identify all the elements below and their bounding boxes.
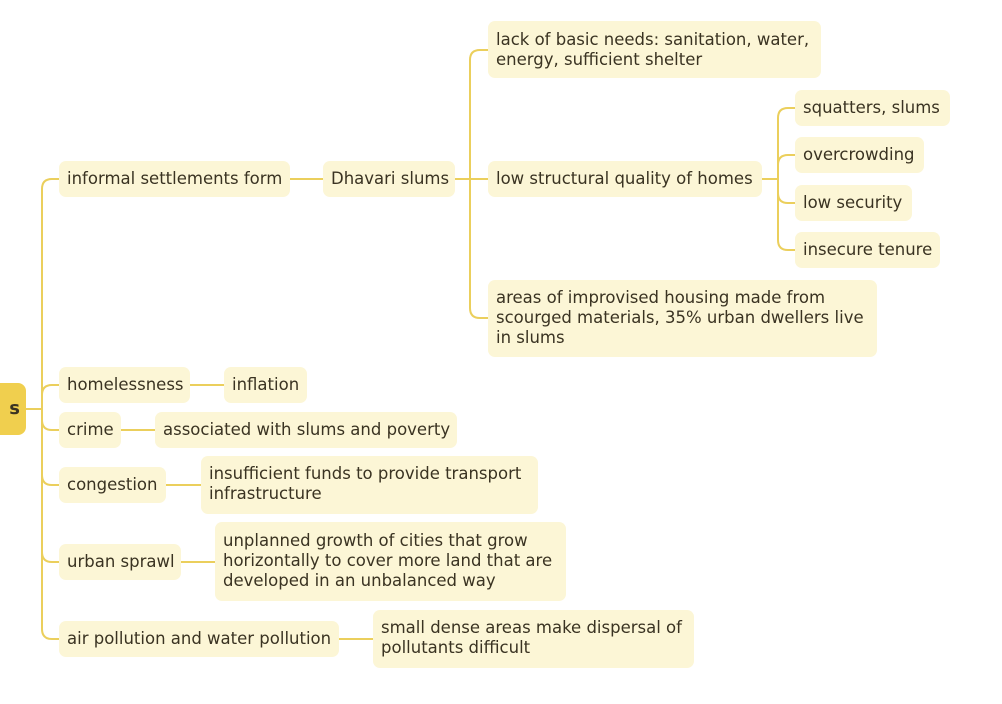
connector-dhavari-basic xyxy=(470,50,488,179)
connector-branch-pollution xyxy=(42,409,59,639)
node-lack-basic-needs[interactable]: lack of basic needs: sanitation, water, energy, sufficient shelter xyxy=(488,21,821,78)
node-crime[interactable]: crime xyxy=(59,412,121,448)
connector-quality-tenure xyxy=(778,179,795,250)
node-dhavari-slums[interactable]: Dhavari slums xyxy=(323,161,455,197)
node-congestion-detail[interactable]: insufficient funds to provide transport infrastructure xyxy=(201,456,538,514)
connector-branch-homelessness xyxy=(42,385,59,409)
connector-quality-squatters xyxy=(778,108,795,179)
node-pollution-detail[interactable]: small dense areas make dispersal of pollutants difficult xyxy=(373,610,694,668)
node-air-water-pollution[interactable]: air pollution and water pollution xyxy=(59,621,339,657)
node-overcrowding[interactable]: overcrowding xyxy=(795,137,924,173)
node-inflation[interactable]: inflation xyxy=(224,367,307,403)
node-urban-sprawl[interactable]: urban sprawl xyxy=(59,544,181,580)
connector-branch-crime xyxy=(42,409,59,430)
connector-branch-congestion xyxy=(42,409,59,485)
connector-branch-informal xyxy=(42,179,59,409)
node-improvised-housing[interactable]: areas of improvised housing made from scourged materials, 35% urban dwellers live in slums xyxy=(488,280,877,357)
node-homelessness[interactable]: homelessness xyxy=(59,367,190,403)
central-topic-label: s xyxy=(9,398,20,419)
connector-dhavari-improvised xyxy=(470,179,488,318)
node-congestion[interactable]: congestion xyxy=(59,467,166,503)
node-sprawl-detail[interactable]: unplanned growth of cities that grow horizontally to cover more land that are developed in an unbalanced way xyxy=(215,522,566,601)
node-squatters-slums[interactable]: squatters, slums xyxy=(795,90,950,126)
node-crime-association[interactable]: associated with slums and poverty xyxy=(155,412,457,448)
node-low-structural-quality[interactable]: low structural quality of homes xyxy=(488,161,762,197)
central-topic-node[interactable] xyxy=(0,383,26,435)
connector-quality-overcrowding xyxy=(778,155,795,179)
connector-quality-security xyxy=(778,179,795,203)
node-insecure-tenure[interactable]: insecure tenure xyxy=(795,232,940,268)
node-informal-settlements[interactable]: informal settlements form xyxy=(59,161,290,197)
node-low-security[interactable]: low security xyxy=(795,185,912,221)
